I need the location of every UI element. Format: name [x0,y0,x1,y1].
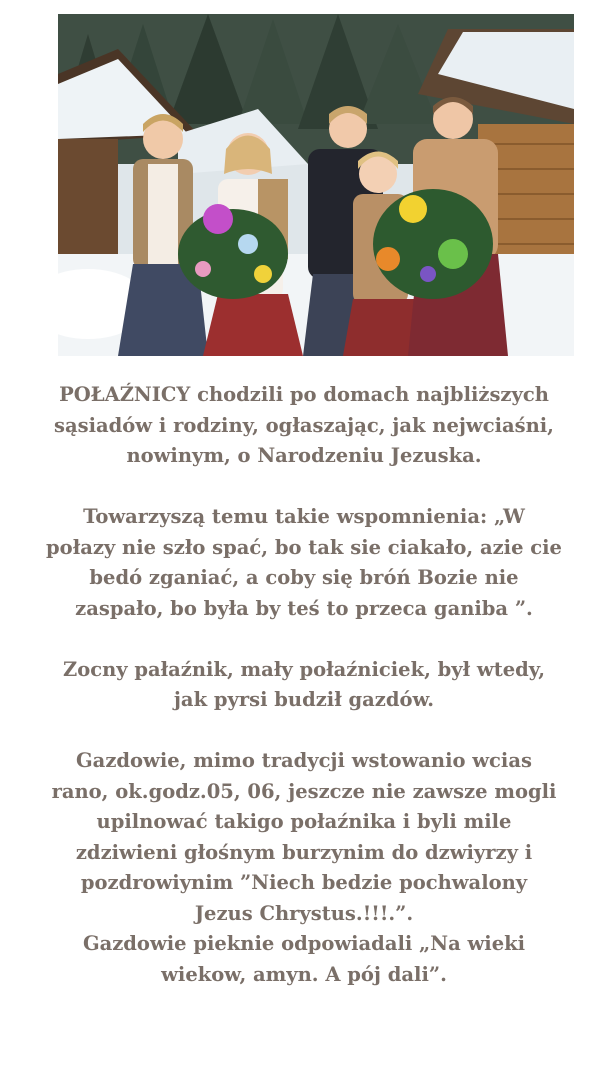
paragraph-gap [20,716,588,747]
text-line: Towarzyszą temu takie wspomnienia: „W [83,505,525,528]
paragraph-gazdowie [20,746,588,990]
article-text [20,380,588,990]
text-line: Zocny pałaźnik, mały połaźniciek, był wtedy, [62,657,545,681]
text-line: jak pyrsi budził gazdów. [173,688,435,711]
text-line: sąsiadów i rodziny, ogłaszając, jak nejwciaśni, [54,413,554,437]
text-line: bedó zganiać, a coby się bróń Bozie nie [89,566,519,589]
paragraph-palaznik [20,655,588,716]
text-line: nowinym, o Narodzeniu Jezuska. [126,444,482,467]
text-line: rano, ok.godz.05, 06, jeszcze nie zawsze mogli [51,779,557,803]
text-line: pozdrowiynim ”Niech bedzie pochwalony [80,871,528,894]
text-line: Jezus Chrystus.!!!.”. [194,901,414,925]
text-line: połazy nie szło spać, bo tak sie ciakało, azie cie [46,535,562,559]
text-line: POŁAŹNICY chodzili po domach najbliższych [59,383,549,406]
paragraph-gap [20,472,588,503]
paragraph-polaznicy [20,380,588,472]
photo-children-with-palms [58,14,574,356]
text-line: Gazdowie, mimo tradycji wstowanio wcias [76,749,532,772]
paragraph-wspomnienia [20,502,588,624]
photo-illustration [58,14,574,356]
text-line: zaspało, bo była by teś to przeca ganiba ”. [75,596,533,620]
text-line: zdziwieni głośnym burzynim do dzwiyrzy i [75,840,533,864]
text-line: upilnować takigo połaźnika i byli mile [96,810,512,833]
text-line: Gazdowie pieknie odpowiadali „Na wieki [82,932,526,955]
text-line: wiekow, amyn. A pój dali”. [161,962,447,986]
paragraph-gap [20,624,588,655]
